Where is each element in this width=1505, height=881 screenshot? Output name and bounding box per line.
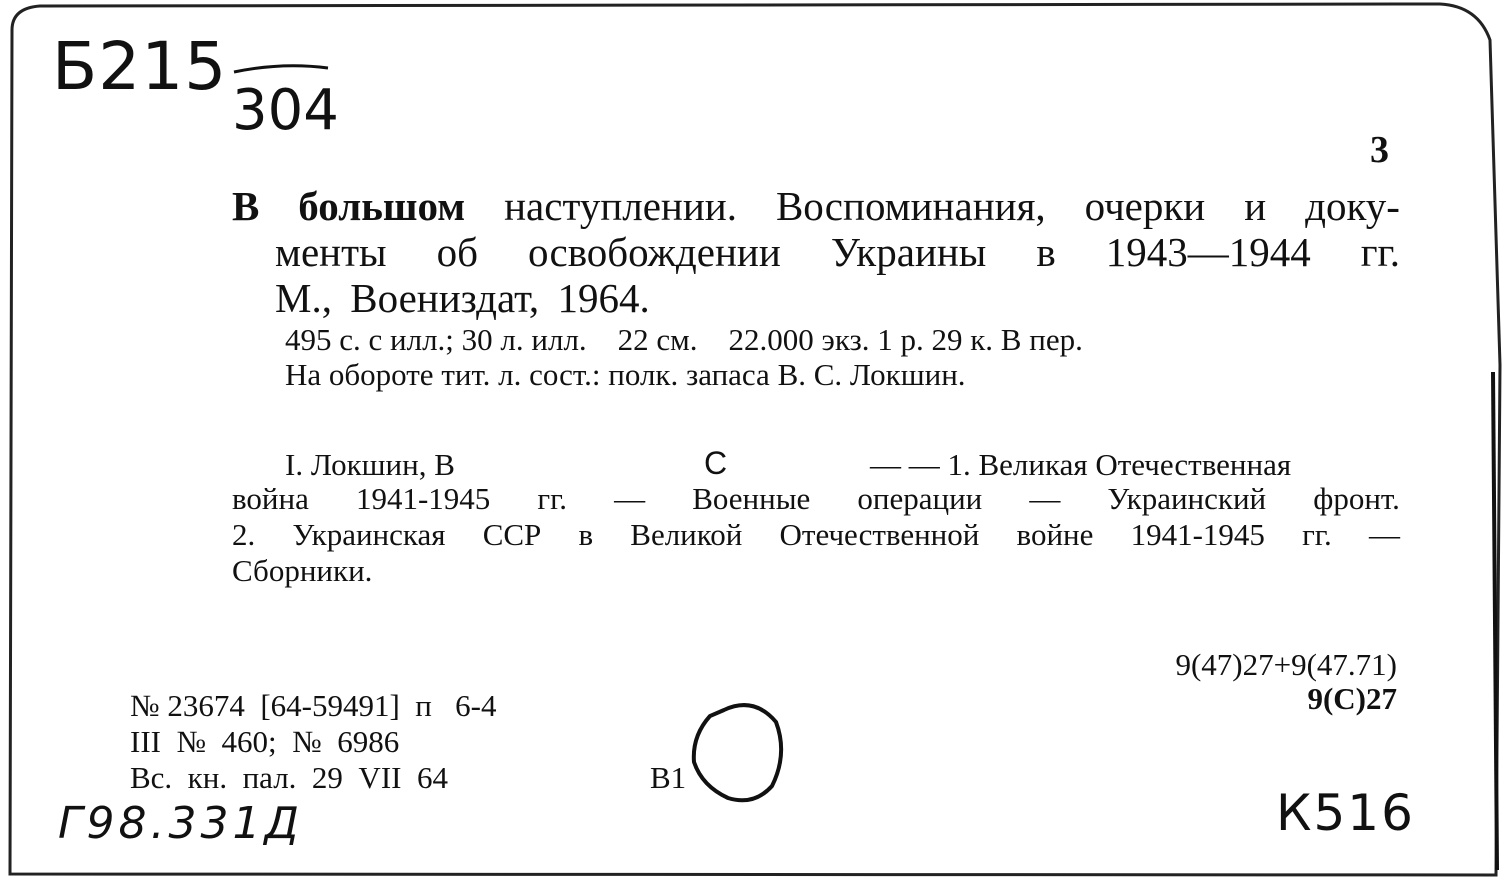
tracing-word: —: [1368, 517, 1400, 552]
card-number: 3: [1370, 129, 1389, 171]
tracing-word: в: [578, 517, 594, 552]
imprint-place: М.,: [275, 275, 332, 321]
classification-number: 9(47)27+9(47.71): [1175, 647, 1397, 682]
tracing-word: Украинская: [292, 517, 446, 552]
imprint-publisher: Воениздат,: [350, 275, 540, 321]
title-word: большом: [298, 183, 466, 229]
tracing-word: ССР: [482, 517, 542, 552]
tracing-word: Украинский: [1107, 481, 1267, 516]
tracing-word: война: [232, 481, 309, 516]
title-word: гг.: [1360, 229, 1400, 275]
print-order-number: № 23674 [64-59491] п 6-4: [130, 688, 497, 723]
title-word: освобождении: [527, 229, 781, 275]
tracing-line-4: Сборники.: [232, 553, 373, 588]
title-word: об: [436, 229, 478, 275]
tracing-word: Великой: [630, 517, 743, 552]
tracing-word: гг.: [537, 481, 568, 516]
tracing-word: 2.: [232, 517, 256, 552]
title-word: очерки: [1084, 183, 1206, 229]
title-line-3: [275, 274, 650, 322]
handwritten-sub-number: 304: [232, 78, 339, 143]
title-word: Воспоминания,: [775, 183, 1046, 229]
title-word: В: [232, 183, 260, 229]
tracing-word: —: [614, 481, 646, 516]
tracing-word: фронт.: [1313, 481, 1400, 516]
imprint-year: 1964.: [557, 275, 650, 321]
tracing-added-entry: I. Локшин, В: [285, 447, 455, 482]
tracing-word: 1941-1945: [1130, 517, 1265, 552]
title-line-2: [275, 228, 1400, 276]
classification-short: 9(С)27: [1307, 681, 1397, 716]
tracing-word: Отечественной: [779, 517, 980, 552]
stamp-circle: [684, 692, 794, 812]
handwritten-inventory-number: Г98.331Д: [58, 798, 303, 849]
title-word: в: [1036, 229, 1056, 275]
title-word: наступлении.: [504, 183, 737, 229]
tracing-word: —: [1029, 481, 1061, 516]
tracing-word: операции: [857, 481, 983, 516]
handwritten-call-number: Б215: [52, 28, 228, 105]
tracing-line-3: [232, 517, 1400, 553]
book-chamber-note: Вс. кн. пал. 29 VII 64: [130, 760, 448, 795]
title-word: 1943—1944: [1105, 229, 1311, 275]
title-word: доку-: [1305, 183, 1400, 229]
physical-description: 495 с. с илл.; 30 л. илл. 22 см. 22.000 экз. 1 р. 29 к. В пер.: [285, 322, 1083, 357]
print-registry: III № 460; № 6986: [130, 724, 400, 759]
tracing-subject-1: — — 1. Великая Отечественная: [870, 447, 1292, 482]
title-line-1: [232, 182, 1400, 230]
handwritten-shelf-mark: К516: [1276, 784, 1415, 842]
tracing-word: гг.: [1302, 517, 1332, 552]
tracing-word: войне: [1016, 517, 1094, 552]
title-word: и: [1244, 183, 1267, 229]
tracing-line-2: [232, 481, 1400, 517]
stamp-label: В1: [650, 760, 687, 795]
title-word: Украины: [830, 229, 987, 275]
handwritten-fraction-bar: [232, 58, 332, 78]
tracing-word: 1941-1945: [355, 481, 491, 516]
title-word: менты: [275, 229, 387, 275]
tracing-added-entry-initial: С: [704, 445, 728, 481]
compiler-note: На обороте тит. л. сост.: полк. запаса В. С. Локшин.: [285, 357, 966, 392]
tracing-word: Военные: [692, 481, 811, 516]
